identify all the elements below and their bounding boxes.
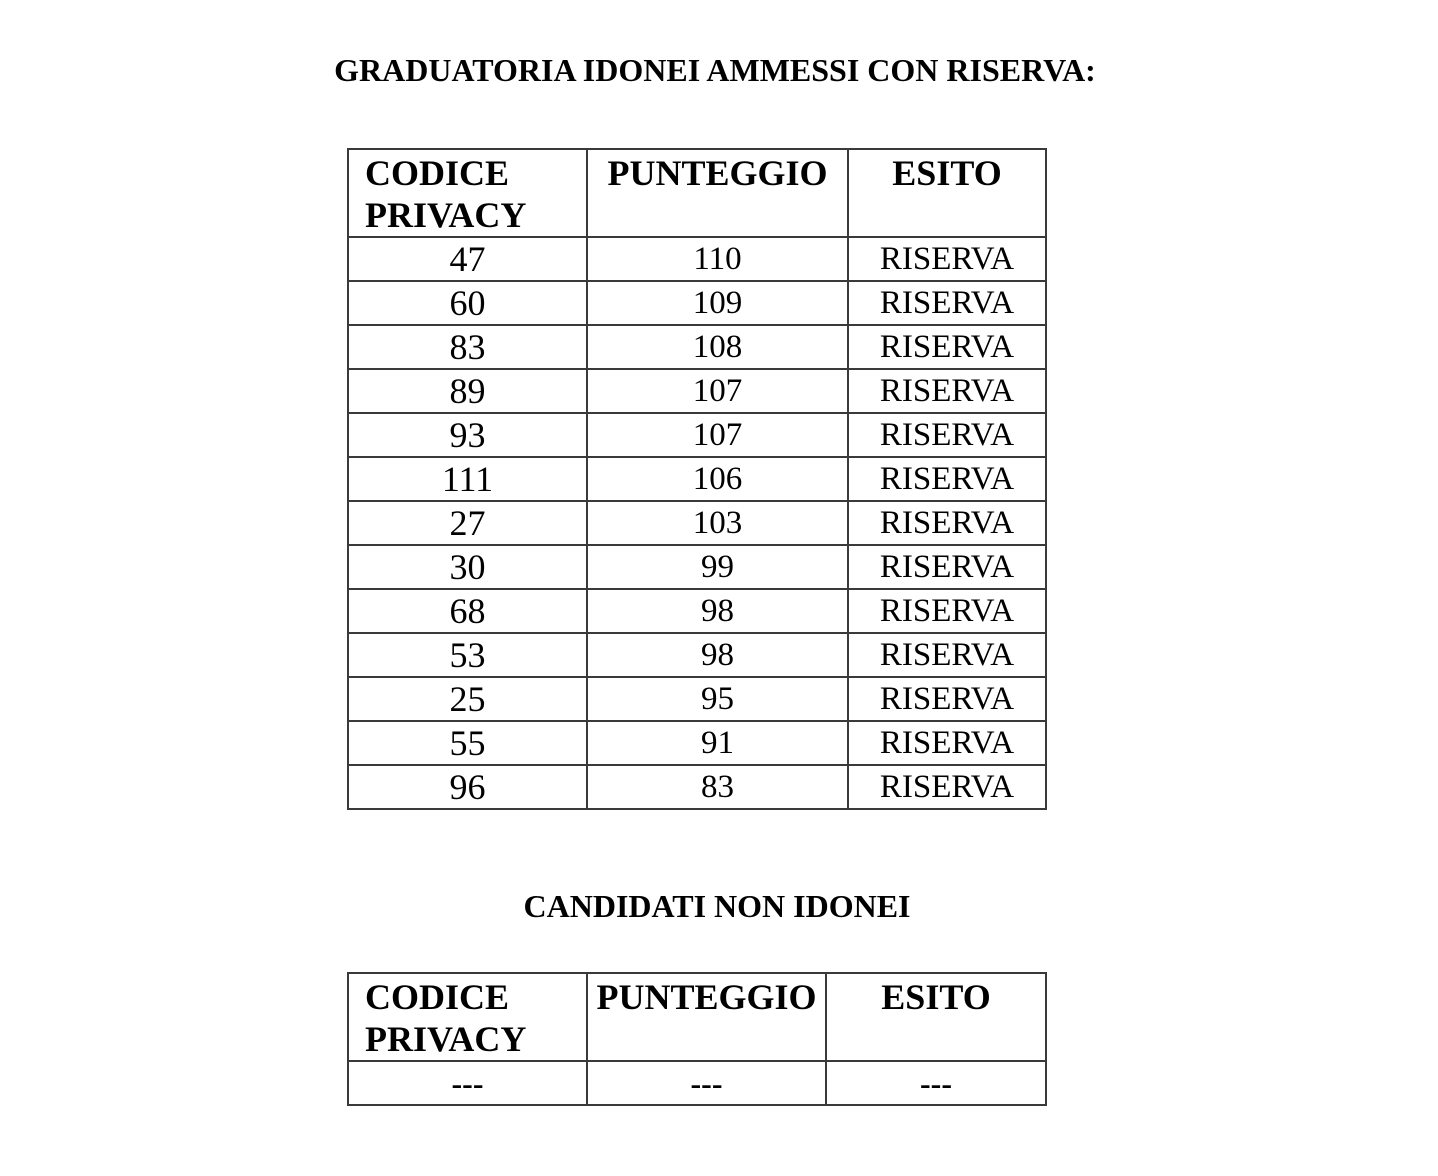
table-row xyxy=(348,325,1046,369)
cell-punteggio: 98 xyxy=(587,633,848,677)
table-row xyxy=(348,369,1046,413)
cell-codice: 60 xyxy=(348,281,587,325)
cell-punteggio: 103 xyxy=(587,501,848,545)
header-punteggio: PUNTEGGIO xyxy=(587,973,826,1061)
cell-codice: 111 xyxy=(348,457,587,501)
table-row xyxy=(348,1061,1046,1105)
table-row xyxy=(348,765,1046,809)
cell-punteggio: 110 xyxy=(587,237,848,281)
cell-codice: 53 xyxy=(348,633,587,677)
cell-esito: RISERVA xyxy=(848,677,1046,721)
table-row xyxy=(348,501,1046,545)
cell-punteggio: 107 xyxy=(587,369,848,413)
cell-codice: 55 xyxy=(348,721,587,765)
cell-codice: 30 xyxy=(348,545,587,589)
cell-esito: RISERVA xyxy=(848,325,1046,369)
cell-esito: RISERVA xyxy=(848,765,1046,809)
table-row xyxy=(348,237,1046,281)
cell-esito: RISERVA xyxy=(848,369,1046,413)
table-row xyxy=(348,633,1046,677)
table-header-row xyxy=(348,149,1046,237)
table-row xyxy=(348,457,1046,501)
cell-esito: RISERVA xyxy=(848,633,1046,677)
header-codice-privacy: CODICE PRIVACY xyxy=(348,973,587,1061)
table-row xyxy=(348,545,1046,589)
header-esito: ESITO xyxy=(848,149,1046,237)
cell-punteggio: 107 xyxy=(587,413,848,457)
cell-codice: 25 xyxy=(348,677,587,721)
reserve-list-title: GRADUATORIA IDONEI AMMESSI CON RISERVA: xyxy=(334,52,1096,88)
table-row xyxy=(348,413,1046,457)
cell-codice: 93 xyxy=(348,413,587,457)
table-row xyxy=(348,589,1046,633)
cell-esito: RISERVA xyxy=(848,237,1046,281)
cell-esito: RISERVA xyxy=(848,281,1046,325)
cell-esito: RISERVA xyxy=(848,589,1046,633)
cell-esito: RISERVA xyxy=(848,501,1046,545)
cell-punteggio: 91 xyxy=(587,721,848,765)
reserve-table-body xyxy=(348,237,1046,809)
cell-punteggio: 95 xyxy=(587,677,848,721)
cell-codice: 89 xyxy=(348,369,587,413)
cell-punteggio: 99 xyxy=(587,545,848,589)
cell-codice: 27 xyxy=(348,501,587,545)
not-eligible-table xyxy=(347,972,1047,1106)
cell-codice: 47 xyxy=(348,237,587,281)
cell-esito: RISERVA xyxy=(848,457,1046,501)
table-row xyxy=(348,281,1046,325)
cell-esito: RISERVA xyxy=(848,413,1046,457)
cell-punteggio: 108 xyxy=(587,325,848,369)
cell-codice: 83 xyxy=(348,325,587,369)
not-eligible-table-body xyxy=(348,1061,1046,1105)
reserve-table xyxy=(347,148,1047,810)
cell-punteggio: --- xyxy=(587,1061,826,1105)
cell-punteggio: 98 xyxy=(587,589,848,633)
cell-punteggio: 83 xyxy=(587,765,848,809)
header-esito: ESITO xyxy=(826,973,1046,1061)
cell-codice: --- xyxy=(348,1061,587,1105)
cell-esito: RISERVA xyxy=(848,721,1046,765)
table-row xyxy=(348,677,1046,721)
header-punteggio: PUNTEGGIO xyxy=(587,149,848,237)
cell-codice: 96 xyxy=(348,765,587,809)
cell-codice: 68 xyxy=(348,589,587,633)
not-eligible-title: CANDIDATI NON IDONEI xyxy=(523,888,911,924)
table-row xyxy=(348,721,1046,765)
table-header-row xyxy=(348,973,1046,1061)
cell-esito: --- xyxy=(826,1061,1046,1105)
header-codice-privacy: CODICE PRIVACY xyxy=(348,149,587,237)
cell-esito: RISERVA xyxy=(848,545,1046,589)
cell-punteggio: 109 xyxy=(587,281,848,325)
cell-punteggio: 106 xyxy=(587,457,848,501)
